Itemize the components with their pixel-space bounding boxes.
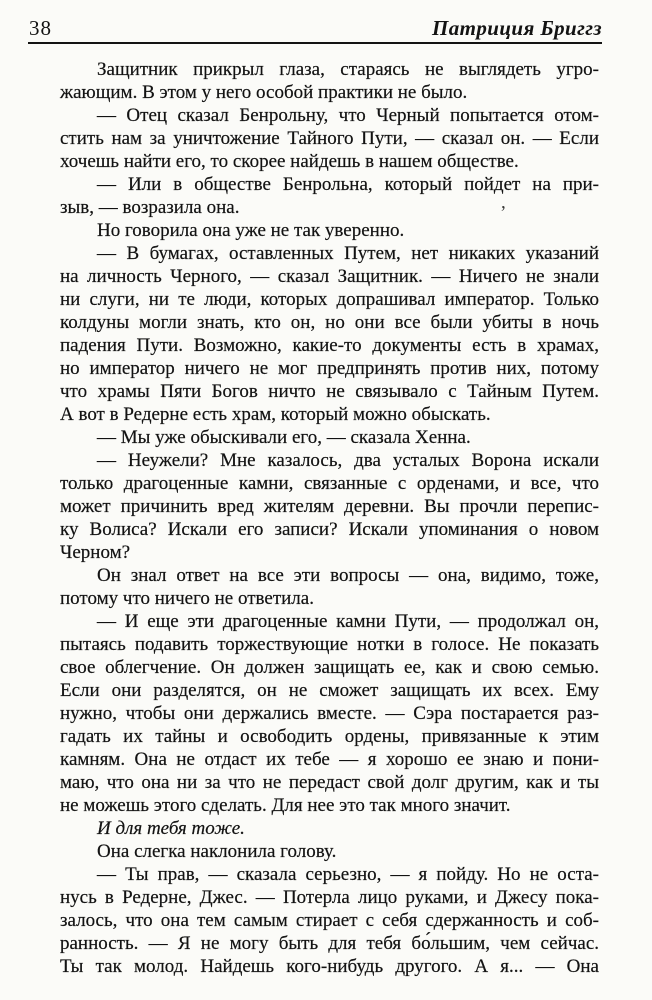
page-header	[29, 0, 602, 40]
text-line: гадать их тайны и освободить ордены, привязанные к этим	[60, 726, 599, 747]
text-line: А вот в Редерне есть храм, который можно обыскать.	[60, 404, 491, 425]
text-line: может причинить вред жителям деревни. Вы прочли перепис-	[60, 496, 599, 517]
text-line: не можешь этого сделать. Для нее это так много значит.	[60, 795, 511, 816]
text-line: маю, что она ни за что не передаст свой долг другим, как и ты	[60, 772, 599, 793]
text-line: жающим. В этом у него особой практики не было.	[60, 82, 468, 103]
text-line: Если они разделятся, он не сможет защищать их всех. Ему	[60, 680, 599, 701]
text-line: — Ты прав, — сказала серьезно, — я пойду. Но не оста-	[97, 864, 599, 885]
text-line: падения Пути. Возможно, какие-то документы есть в храмах,	[60, 335, 599, 356]
paragraph	[60, 426, 599, 449]
text-line: — В бумагах, оставленных Путем, нет никаких указаний	[97, 243, 599, 264]
paragraph	[60, 242, 599, 426]
text-line: на личность Черного, — сказал Защитник. — Ничего не знали	[60, 266, 599, 287]
paragraph	[60, 817, 599, 840]
text-line: ни слуги, ни те люди, которых допрашивал император. Только	[60, 289, 599, 310]
paragraph	[60, 173, 599, 219]
paragraph	[60, 219, 599, 242]
text-line: — Отец сказал Бенрольну, что Черный попытается отом-	[97, 105, 599, 126]
text-line: колдуны могли знать, кто он, но они все были убиты в ночь	[60, 312, 599, 333]
text-line: Он знал ответ на все эти вопросы — она, видимо, тоже,	[97, 565, 599, 586]
text-line: камням. Она не отдаст их тебе — я хорошо ее знаю и пони-	[60, 749, 599, 770]
text-line: нужно, чтобы они держались вместе. — Сэра постарается раз-	[60, 703, 599, 724]
text-line: Она слегка наклонила голову.	[97, 841, 337, 862]
text-line: залось, что она тем самым стирает с себя сдержанность и соб-	[60, 910, 599, 931]
text-line: потому что ничего не ответила.	[60, 588, 314, 609]
running-title: Патриция Бриггз	[432, 16, 602, 40]
text-line: — Неужели? Мне казалось, два усталых Ворона искали	[97, 450, 599, 471]
text-line: ку Волиса? Искали его записи? Искали упоминания о новом	[60, 519, 599, 540]
text-line: хочешь найти его, то скорее найдешь в нашем обществе.	[60, 151, 519, 172]
text-line: пытаясь подавить торжествующие нотки в голосе. Не показать	[60, 634, 599, 655]
text-line: ранность. — Я не могу быть для тебя бо́льшим, чем сейчас.	[60, 933, 599, 954]
text-line: — И еще эти драгоценные камни Пути, — продолжал он,	[97, 611, 599, 632]
text-line: Ты так молод. Найдешь кого-нибудь другого. А я... — Она	[60, 956, 599, 977]
text-line: И для тебя тоже.	[97, 818, 245, 839]
scan-artifact: ,	[501, 192, 506, 213]
paragraph	[60, 863, 599, 978]
page-text	[60, 44, 599, 978]
text-line: но император ничего не мог предпринять против них, потому	[60, 358, 599, 379]
text-line: — Или в обществе Бенрольна, который пойдет на при-	[97, 174, 599, 195]
text-line: свое облегчение. Он должен защищать ее, как и свою семью.	[60, 657, 599, 678]
text-line: стить нам за уничтожение Тайного Пути, — сказал он. — Если	[60, 128, 599, 149]
text-line: что храмы Пяти Богов ничто не связывало с Тайным Путем.	[60, 381, 599, 402]
text-line: Защитник прикрыл глаза, стараясь не выглядеть угро-	[97, 59, 599, 80]
text-line: только драгоценные камни, связанные с орденами, и все, что	[60, 473, 599, 494]
text-line: зыв, — возразила она.	[60, 197, 240, 218]
paragraph	[60, 564, 599, 610]
paragraph	[60, 449, 599, 564]
paragraph	[60, 58, 599, 104]
text-line: Но говорила она уже не так уверенно.	[97, 220, 405, 241]
paragraph	[60, 840, 599, 863]
text-line: — Мы уже обыскивали его, — сказала Хенна.	[97, 427, 471, 448]
text-line: нусь в Редерне, Джес. — Потерла лицо руками, и Джесу пока-	[60, 887, 599, 908]
text-line: Черном?	[60, 542, 131, 563]
paragraph	[60, 610, 599, 817]
paragraph	[60, 104, 599, 173]
page-number: 38	[29, 16, 52, 40]
